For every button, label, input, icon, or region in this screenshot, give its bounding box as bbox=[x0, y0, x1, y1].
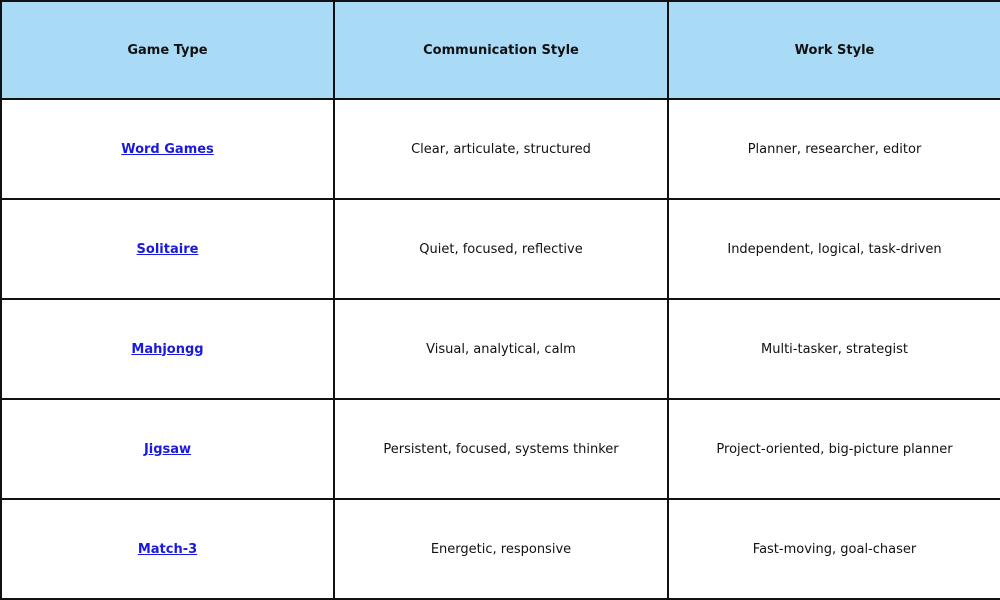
header-work-style: Work Style bbox=[668, 1, 1000, 99]
game-link-match-3[interactable]: Match-3 bbox=[137, 541, 198, 557]
table-row bbox=[1, 499, 1000, 599]
table-row bbox=[1, 199, 1000, 299]
game-link-solitaire[interactable]: Solitaire bbox=[136, 241, 199, 257]
table-row bbox=[1, 99, 1000, 199]
game-cell bbox=[1, 399, 334, 499]
work-cell: Project-oriented, big-picture planner bbox=[668, 399, 1000, 499]
communication-cell: Visual, analytical, calm bbox=[334, 299, 668, 399]
table-row bbox=[1, 399, 1000, 499]
communication-cell: Clear, articulate, structured bbox=[334, 99, 668, 199]
work-cell: Fast-moving, goal-chaser bbox=[668, 499, 1000, 599]
work-cell: Planner, researcher, editor bbox=[668, 99, 1000, 199]
table-row bbox=[1, 299, 1000, 399]
game-cell bbox=[1, 299, 334, 399]
header-row bbox=[1, 1, 1000, 99]
header-game-type: Game Type bbox=[1, 1, 334, 99]
communication-cell: Persistent, focused, systems thinker bbox=[334, 399, 668, 499]
game-link-jigsaw[interactable]: Jigsaw bbox=[143, 441, 192, 457]
game-cell bbox=[1, 199, 334, 299]
game-cell bbox=[1, 499, 334, 599]
header-communication-style: Communication Style bbox=[334, 1, 668, 99]
communication-cell: Quiet, focused, reflective bbox=[334, 199, 668, 299]
work-cell: Multi-tasker, strategist bbox=[668, 299, 1000, 399]
game-link-mahjongg[interactable]: Mahjongg bbox=[131, 341, 204, 357]
work-cell: Independent, logical, task-driven bbox=[668, 199, 1000, 299]
game-link-word-games[interactable]: Word Games bbox=[121, 141, 214, 157]
game-cell bbox=[1, 99, 334, 199]
communication-cell: Energetic, responsive bbox=[334, 499, 668, 599]
